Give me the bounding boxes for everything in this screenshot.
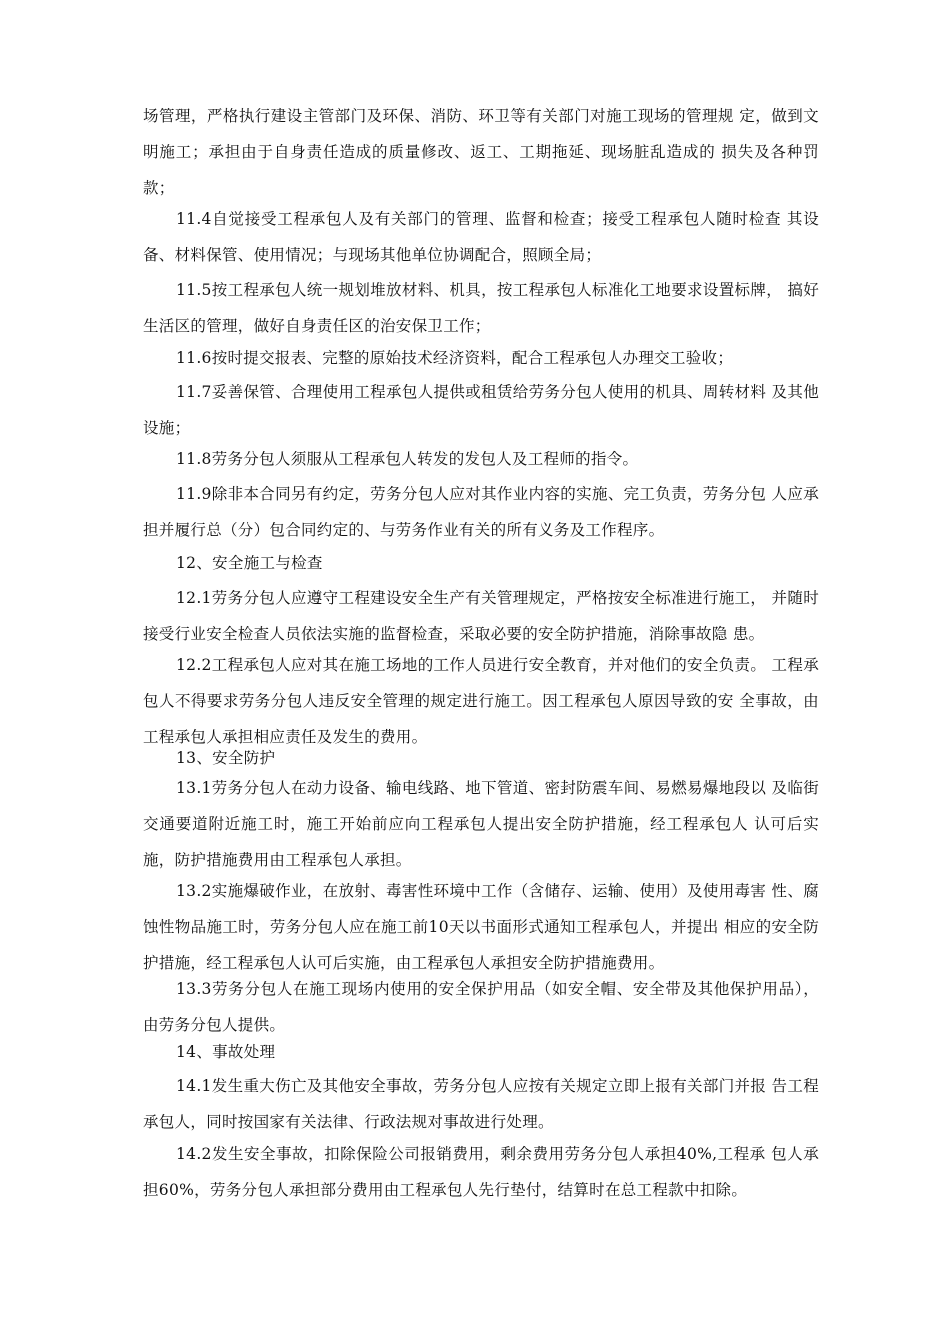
- paragraph-11-4: 11.4自觉接受工程承包人及有关部门的管理、监督和检查；接受工程承包人随时检查 其设备、材料保管、使用情况；与现场其他单位协调配合，照顾全局；: [143, 210, 819, 264]
- paragraph-11-7: 11.7妥善保管、合理使用工程承包人提供或租赁给劳务分包人使用的机具、周转材料 及其他设施；: [143, 383, 819, 437]
- paragraph-12-1: 12.1劳务分包人应遵守工程建设安全生产有关管理规定，严格按安全标准进行施工， 并随时接受行业安全检查人员依法实施的监督检查，采取必要的安全防护措施，消除事故隐 患。: [143, 589, 819, 643]
- paragraph-11-3-continued: 场管理，严格执行建设主管部门及环保、消防、环卫等有关部门对施工现场的管理规 定，做到文明施工；承担由于自身责任造成的质量修改、返工、工期拖延、现场脏乱造成的 损失及各种罚款；: [143, 107, 819, 197]
- paragraph-13-1: 13.1劳务分包人在动力设备、输电线路、地下管道、密封防震车间、易燃易爆地段以 及临街交通要道附近施工时，施工开始前应向工程承包人提出安全防护措施，经工程承包人 认可后实施，防护措施费用由工程承包人承担。: [143, 779, 819, 869]
- paragraph-13-2: 13.2实施爆破作业，在放射、毒害性环境中工作（含储存、运输、使用）及使用毒害 性、腐蚀性物品施工时，劳务分包人应在施工前10天以书面形式通知工程承包人，并提出 相应的安全防护措施，经工程承包人认可后实施，由工程承包人承担安全防护措施费用。: [143, 882, 819, 972]
- paragraph-11-6: 11.6按时提交报表、完整的原始技术经济资料，配合工程承包人办理交工验收；: [176, 349, 734, 367]
- paragraph-14-1: 14.1发生重大伤亡及其他安全事故，劳务分包人应按有关规定立即上报有关部门并报 告工程承包人，同时按国家有关法律、行政法规对事故进行处理。: [143, 1077, 819, 1131]
- paragraph-12-2: 12.2工程承包人应对其在施工场地的工作人员进行安全教育，并对他们的安全负责。 工程承包人不得要求劳务分包人违反安全管理的规定进行施工。因工程承包人原因导致的安 全事故，由工程承包人承担相应责任及发生的费用。: [143, 656, 819, 746]
- paragraph-11-9: 11.9除非本合同另有约定，劳务分包人应对其作业内容的实施、完工负责，劳务分包 人应承担并履行总（分）包合同约定的、与劳务作业有关的所有义务及工作程序。: [143, 485, 819, 539]
- paragraph-13-3: 13.3劳务分包人在施工现场内使用的安全保护用品（如安全帽、安全带及其他保护用品），由劳务分包人提供。: [143, 980, 819, 1034]
- section-heading-13: 13、安全防护: [176, 749, 276, 767]
- section-heading-12: 12、安全施工与检查: [176, 554, 323, 572]
- paragraph-11-8: 11.8劳务分包人须服从工程承包人转发的发包人及工程师的指令。: [176, 450, 639, 468]
- section-heading-14: 14、事故处理: [176, 1043, 276, 1061]
- paragraph-14-2: 14.2发生安全事故，扣除保险公司报销费用，剩余费用劳务分包人承担40%,工程承 包人承担60%，劳务分包人承担部分费用由工程承包人先行垫付，结算时在总工程款中扣除。: [143, 1145, 819, 1199]
- paragraph-11-5: 11.5按工程承包人统一规划堆放材料、机具，按工程承包人标准化工地要求设置标牌， 搞好生活区的管理，做好自身责任区的治安保卫工作；: [143, 281, 819, 335]
